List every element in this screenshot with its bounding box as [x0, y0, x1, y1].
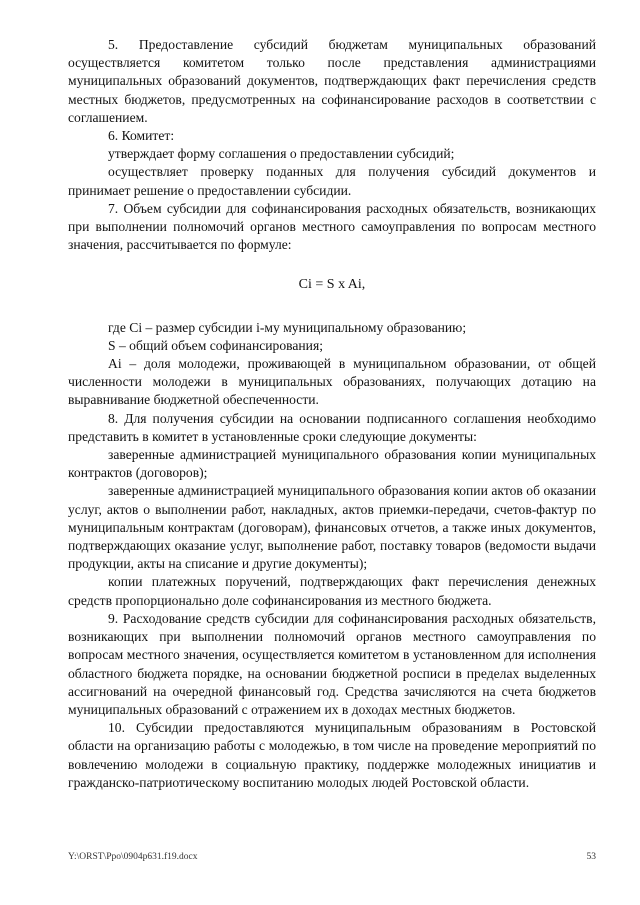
paragraph-7: 7. Объем субсидии для софинансирования расходных обязательств, возникающих при выполнении полномочий органов местного самоуправления по вопросам местного значения, рассчитывается по формуле:	[68, 200, 596, 253]
paragraph-8-item-1: заверенные администрацией муниципального образования копии муниципальных контрактов (договоров);	[68, 447, 596, 481]
definition-ci: где Ci – размер субсидии i-му муниципальному образованию;	[108, 319, 467, 335]
paragraph-10: 10. Субсидии предоставляются муниципальным образованиям в Ростовской области на организацию работы с молодежью, в том числе на проведение мероприятий по вовлечению молодежи в социальную практику, поддержке молодежных инициатив и гражданско-патриотическому воспитанию молодых людей Ростовской области.	[68, 720, 596, 790]
paragraph-8: 8. Для получения субсидии на основании подписанного соглашения необходимо представить в комитет в установленные сроки следующие документы:	[68, 410, 596, 444]
document-body	[68, 36, 596, 792]
file-path: Y:\ORST\Ppo\0904p631.f19.docx	[68, 852, 198, 862]
paragraph-6-item-2: осуществляет проверку поданных для получения субсидий документов и принимает решение о предоставлении субсидии.	[68, 164, 596, 198]
definition-s: S – общий объем софинансирования;	[108, 337, 323, 353]
definition-ai: Ai – доля молодежи, проживающей в муниципальном образовании, от общей численности молодежи в муниципальных образованиях, получающих дотацию на выравнивание бюджетной обеспеченности.	[68, 356, 596, 408]
paragraph-8-item-2: заверенные администрацией муниципального образования копии актов об оказании услуг, актов о выполнении работ, накладных, актов приемки-передачи, счетов-фактур по муниципальным контрактам (договорам), финансовых отчетов, а также иных документов, подтверждающих оказание услуг, выполнение работ, поставку товаров (ведомости выдачи продукции, акты на списание и другие документы);	[68, 483, 596, 572]
formula: Ci = S x Ai,	[298, 277, 366, 293]
paragraph-5: 5. Предоставление субсидий бюджетам муниципальных образований осуществляется комитетом только после представления администрациями муниципальных образований документов, подтверждающих факт перечисления средств местных бюджетов, предусмотренных на софинансирование расходов в соответствии с соглашением.	[68, 37, 596, 125]
paragraph-6-item-1: утверждает форму соглашения о предоставлении субсидий;	[108, 146, 455, 162]
paragraph-9: 9. Расходование средств субсидии для софинансирования расходных обязательств, возникающих при выполнении полномочий органов местного самоуправления по вопросам местного значения, осуществляется комитетом в установленном для исполнения областного бюджета порядке, на основании бюджетной росписи в пределах выделенных ассигнований на очередной финансовый год. Средства зачисляются на счета бюджетов муниципальных образований с отражением их в доходах местных бюджетов.	[68, 610, 596, 717]
paragraph-8-item-3: копии платежных поручений, подтверждающих факт перечисления денежных средств пропорционально доле софинансирования из местного бюджета.	[68, 574, 596, 608]
page-number: 53	[586, 852, 596, 862]
paragraph-6: 6. Комитет:	[108, 128, 175, 144]
